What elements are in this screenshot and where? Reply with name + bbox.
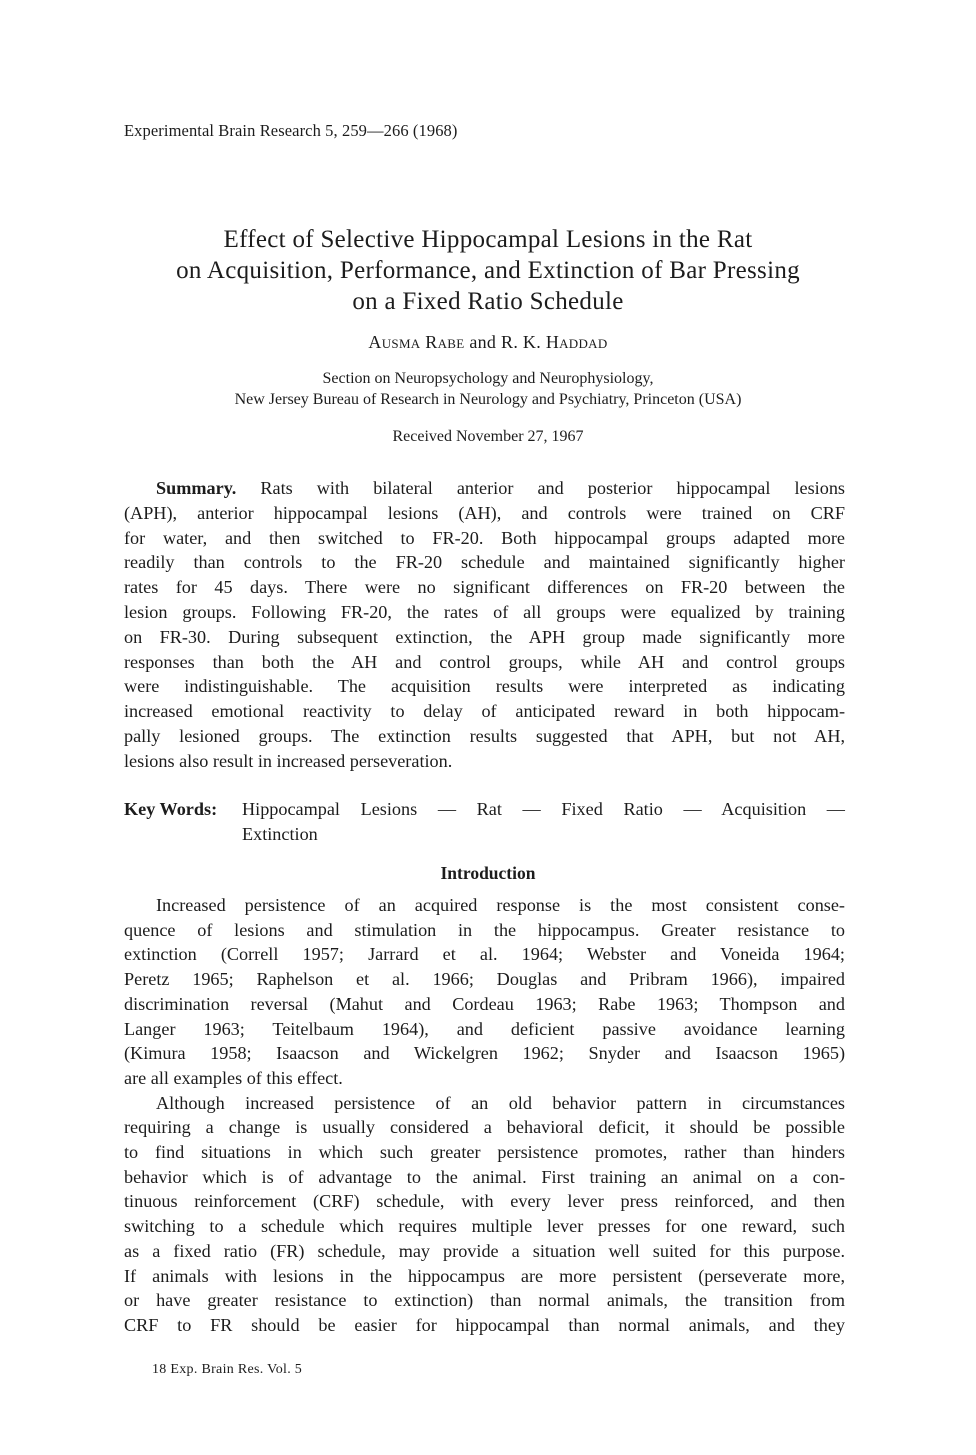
body-line: behavior which is of advantage to the animal. First training an animal on a con-	[124, 1166, 845, 1187]
key-words-line: Extinction	[242, 823, 318, 844]
section-heading-introduction: Introduction	[440, 863, 536, 883]
summary-line: lesion groups. Following FR-20, the rates of all groups were equalized by training	[124, 601, 845, 622]
summary-line: were indistinguishable. The acquisition results were interpreted as indicating	[124, 676, 845, 697]
affiliation-line: Section on Neuropsychology and Neurophysiology,	[322, 370, 654, 387]
body-line: switching to a schedule which requires multiple lever presses for one reward, such	[124, 1216, 845, 1237]
key-words-line: Hippocampal Lesions — Rat — Fixed Ratio — Acquisition —	[242, 799, 845, 819]
key-words-label: Key Words:	[124, 799, 218, 819]
introduction-body	[124, 893, 845, 1338]
body-line: CRF to FR should be easier for hippocampal than normal animals, and they	[124, 1314, 845, 1335]
body-line: Peretz 1965; Raphelson et al. 1966; Douglas and Pribram 1966), impaired	[124, 969, 845, 990]
key-words-text	[242, 797, 845, 847]
body-line: tinuous reinforcement (CRF) schedule, with every lever press reinforced, and then	[124, 1191, 845, 1212]
summary-label: Summary.	[156, 478, 237, 498]
body-line: or have greater resistance to extinction) than normal animals, the transition from	[124, 1290, 845, 1311]
key-words-row	[124, 797, 845, 847]
title-line: Effect of Selective Hippocampal Lesions in the Rat	[223, 226, 753, 253]
body-line: to find situations in which such greater persistence promotes, rather than hinders	[124, 1142, 845, 1163]
body-line: extinction (Correll 1957; Jarrard et al. 1964; Webster and Voneida 1964;	[124, 944, 845, 965]
affiliation	[100, 368, 876, 410]
title-line: on Acquisition, Performance, and Extinction of Bar Pressing	[176, 257, 800, 284]
body-line: as a fixed ratio (FR) schedule, may provide a situation well suited for this purpose.	[124, 1240, 845, 1261]
summary-line: pally lesioned groups. The extinction results suggested that APH, but not AH,	[124, 725, 845, 746]
body-line: Increased persistence of an acquired response is the most consistent conse-	[156, 895, 845, 915]
body-line: requiring a change is usually considered a behavioral deficit, it should be possible	[124, 1117, 845, 1138]
body-line: are all examples of this effect.	[124, 1067, 343, 1088]
summary-line: increased emotional reactivity to delay of anticipated reward in both hippocam-	[124, 701, 845, 722]
body-line: If animals with lesions in the hippocampus are more persistent (perseverate more,	[124, 1265, 845, 1286]
summary-paragraph	[124, 476, 845, 774]
article-title	[100, 224, 876, 317]
body-line: Although increased persistence of an old behavior pattern in circumstances	[156, 1092, 845, 1113]
body-line: Langer 1963; Teitelbaum 1964), and deficient passive avoidance learning	[124, 1018, 845, 1039]
summary-line: for water, and then switched to FR-20. Both hippocampal groups adapted more	[124, 527, 845, 548]
page-footer: 18 Exp. Brain Res. Vol. 5	[152, 1362, 303, 1377]
summary-line: readily than controls to the FR-20 schedule and maintained significantly higher	[124, 552, 845, 573]
summary-line	[124, 476, 845, 501]
body-line: (Kimura 1958; Isaacson and Wickelgren 1962; Snyder and Isaacson 1965)	[124, 1043, 845, 1064]
summary-line: (APH), anterior hippocampal lesions (AH), and controls were trained on CRF	[124, 502, 845, 523]
summary-line: on FR-30. During subsequent extinction, the APH group made significantly more	[124, 626, 845, 647]
summary-line: rates for 45 days. There were no significant differences on FR-20 between the	[124, 577, 845, 598]
body-line: discrimination reversal (Mahut and Cordeau 1963; Rabe 1963; Thompson and	[124, 993, 845, 1014]
affiliation-line: New Jersey Bureau of Research in Neurology and Psychiatry, Princeton (USA)	[234, 391, 742, 408]
author-conjunction: and	[469, 332, 497, 352]
author-name: R. K. Haddad	[501, 332, 608, 352]
summary-line: lesions also result in increased perseveration.	[124, 750, 453, 771]
journal-citation: Experimental Brain Research 5, 259—266 (1968)	[124, 121, 458, 140]
received-date: Received November 27, 1967	[392, 428, 584, 445]
author-name: Ausma Rabe	[368, 332, 465, 352]
summary-line: responses than both the AH and control groups, while AH and control groups	[124, 651, 845, 672]
title-line: on a Fixed Ratio Schedule	[352, 288, 624, 315]
body-line: quence of lesions and stimulation in the hippocampus. Greater resistance to	[124, 919, 845, 940]
author-list	[100, 332, 876, 353]
summary-text: Rats with bilateral anterior and posterior hippocampal lesions	[260, 478, 845, 498]
key-words	[124, 797, 845, 847]
